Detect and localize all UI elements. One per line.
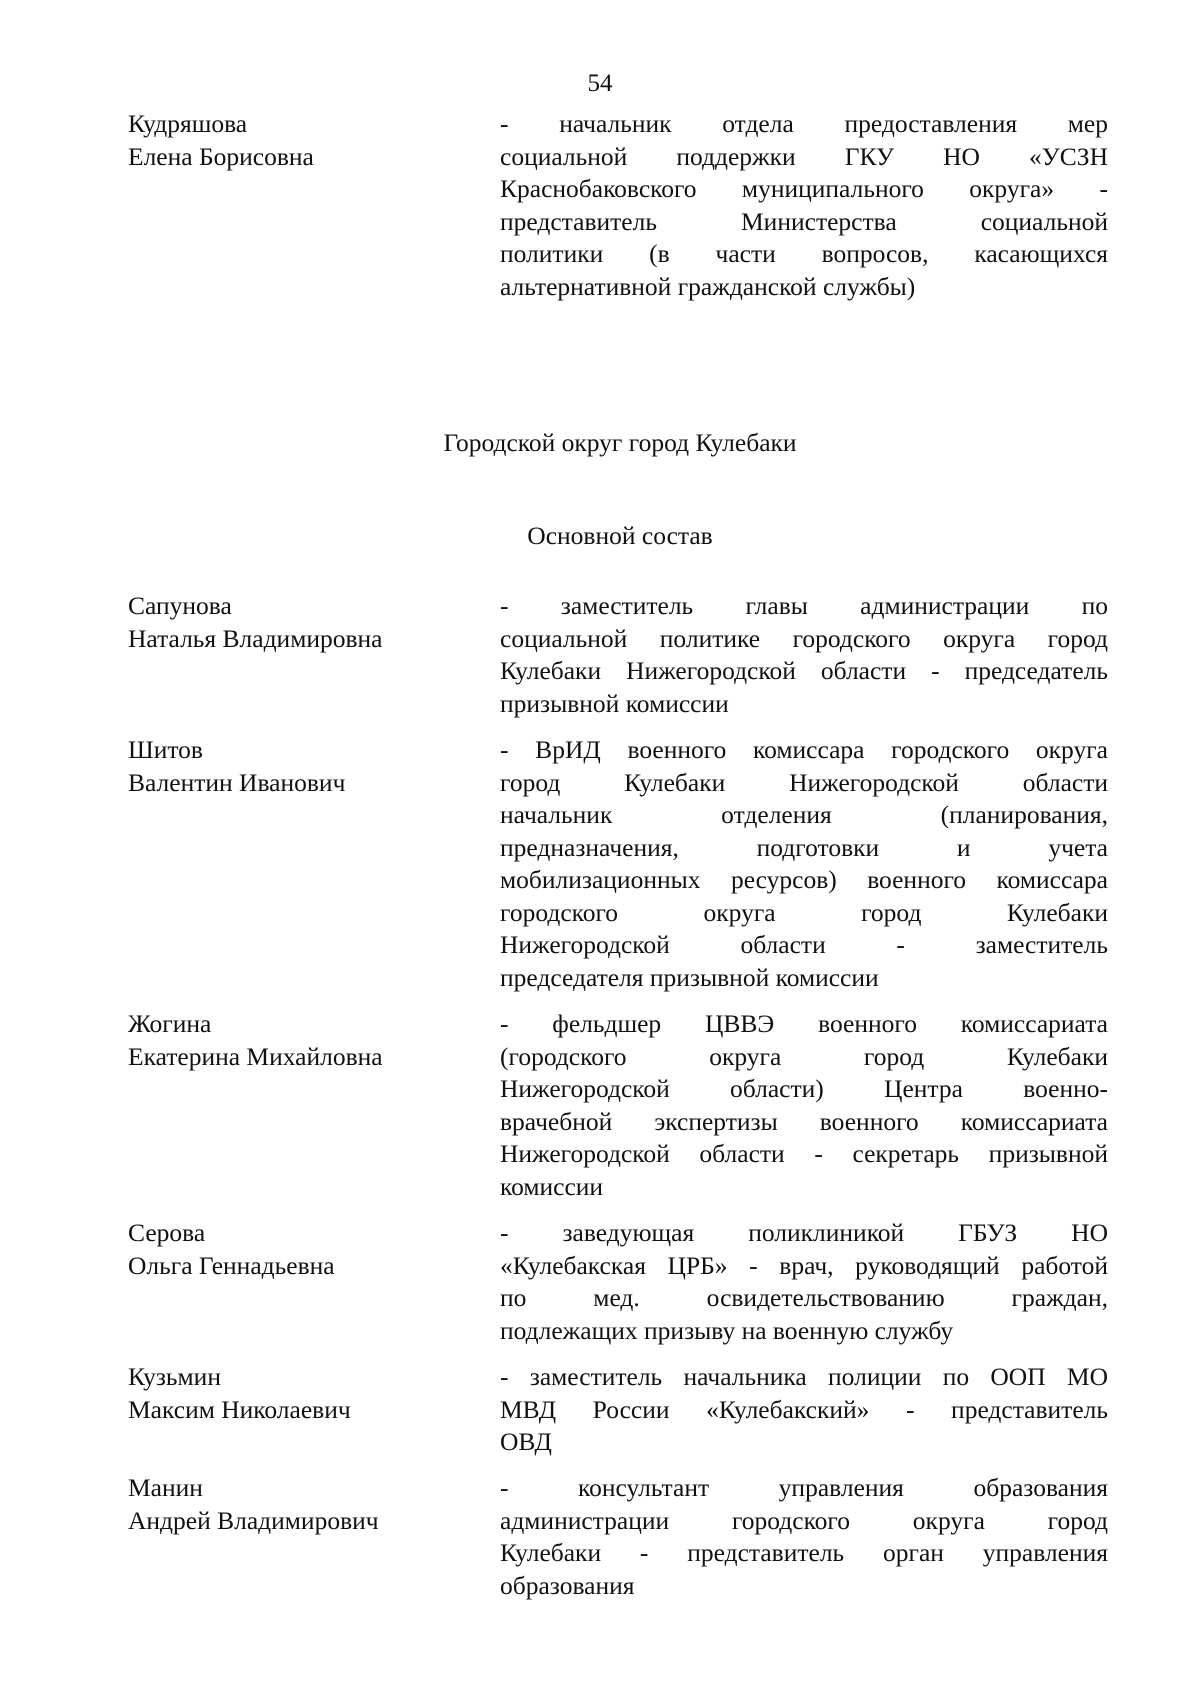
role-line: образования (500, 1570, 635, 1600)
role-line: председателя призывной комиссии (500, 962, 879, 992)
role-line: - заместитель начальника полиции по ООП МО (500, 1362, 1108, 1391)
person-given-name: Наталья Владимировна (128, 623, 383, 653)
person-surname: Жогина (128, 1009, 212, 1038)
person-surname: Кузьмин (128, 1362, 221, 1391)
role-line: альтернативной гражданской службы) (500, 271, 916, 301)
person-name (128, 590, 468, 655)
role-line: начальник отделения (планирования, (500, 800, 1108, 829)
person-surname: Сапунова (128, 591, 232, 620)
role-line: - консультант управления образования (500, 1473, 1108, 1502)
role-line: комиссии (500, 1171, 604, 1201)
role-line: социальной политике городского округа город (500, 623, 1108, 653)
role-line: Краснобаковского муниципального округа» - (500, 174, 1108, 203)
person-name (128, 1361, 468, 1426)
section-title: Городской округ город Кулебаки (443, 428, 797, 457)
person-role (500, 1217, 1108, 1347)
role-line: представитель Министерства социальной (500, 206, 1108, 236)
role-line: городского округа город Кулебаки (500, 897, 1108, 927)
role-line: МВД России «Кулебакский» - представитель (500, 1394, 1108, 1424)
role-line: социальной поддержки ГКУ НО «УСЗН (500, 141, 1108, 171)
role-line: Кулебаки - представитель орган управления (500, 1538, 1108, 1567)
person-name (128, 1472, 468, 1537)
role-line: - заместитель главы администрации по (500, 591, 1108, 620)
person-surname: Серова (128, 1218, 206, 1247)
person-name (128, 1008, 468, 1073)
role-line: Нижегородской области) Центра военно- (500, 1074, 1108, 1103)
person-given-name: Елена Борисовна (128, 141, 314, 171)
person-surname: Манин (128, 1473, 203, 1502)
subsection-title: Основной состав (527, 521, 713, 550)
role-line: город Кулебаки Нижегородской области (500, 767, 1108, 797)
person-given-name: Валентин Иванович (128, 767, 346, 797)
person-role (500, 1361, 1108, 1459)
role-line: призывной комиссии (500, 688, 729, 718)
role-line: предназначения, подготовки и учета (500, 832, 1108, 862)
person-given-name: Максим Николаевич (128, 1394, 351, 1424)
person-given-name: Андрей Владимирович (128, 1505, 379, 1535)
person-surname: Кудряшова (128, 109, 248, 138)
role-line: по мед. освидетельствованию граждан, (500, 1283, 1108, 1312)
role-line: - фельдшер ЦВВЭ военного комиссариата (500, 1009, 1108, 1038)
person-role (500, 734, 1108, 994)
person-given-name: Ольга Геннадьевна (128, 1250, 335, 1280)
role-line: «Кулебакская ЦРБ» - врач, руководящий работой (500, 1250, 1108, 1280)
person-surname: Шитов (128, 735, 203, 764)
role-line: подлежащих призыву на военную службу (500, 1315, 954, 1345)
person-role (500, 1472, 1108, 1602)
role-line: ОВД (500, 1427, 552, 1456)
person-role (500, 590, 1108, 720)
role-line: администрации городского округа город (500, 1505, 1108, 1535)
role-line: Нижегородской области - заместитель (500, 930, 1108, 959)
person-role (500, 1008, 1108, 1203)
role-line: - ВрИД военного комиссара городского округа (500, 735, 1108, 764)
role-line: (городского округа город Кулебаки (500, 1041, 1108, 1071)
role-line: Нижегородской области - секретарь призывной (500, 1139, 1108, 1168)
role-line: - начальник отдела предоставления мер (500, 109, 1108, 138)
person-name (128, 108, 468, 173)
person-given-name: Екатерина Михайловна (128, 1041, 383, 1071)
person-role (500, 108, 1108, 303)
role-line: мобилизационных ресурсов) военного комиссара (500, 865, 1108, 894)
role-line: - заведующая поликлиникой ГБУЗ НО (500, 1218, 1108, 1247)
page-number: 54 (587, 70, 613, 97)
role-line: врачебной экспертизы военного комиссариата (500, 1106, 1108, 1136)
role-line: Кулебаки Нижегородской области - председатель (500, 656, 1108, 685)
role-line: политики (в части вопросов, касающихся (500, 239, 1108, 268)
person-name (128, 734, 468, 799)
person-name (128, 1217, 468, 1282)
